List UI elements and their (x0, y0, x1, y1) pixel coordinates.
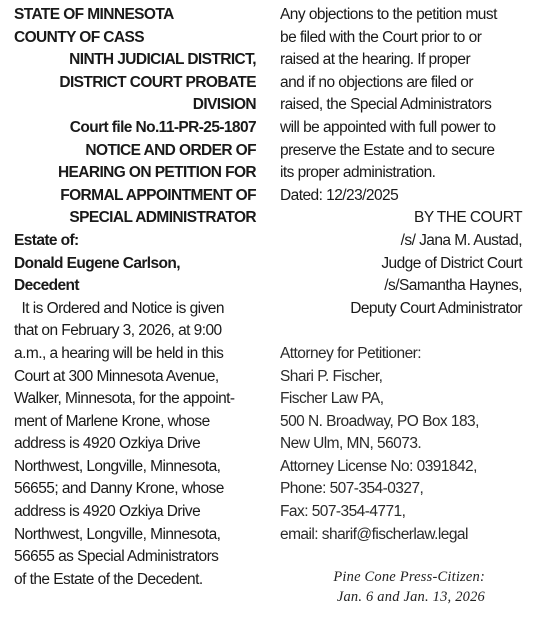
court-line: DIVISION (192, 96, 256, 114)
signature-line: /s/Samantha Haynes, (384, 277, 522, 295)
notice-title-line: SPECIAL ADMINISTRATOR (69, 209, 256, 227)
attorney-line: Attorney for Petitioner: (280, 344, 422, 362)
attorney-line: 500 N. Broadway, PO Box 183, (280, 412, 479, 430)
court-signature (280, 207, 522, 320)
decedent-label: Decedent (14, 277, 79, 295)
left-column (14, 4, 256, 591)
court-line: NINTH JUDICIAL DISTRICT, (69, 51, 256, 69)
body-line: 56655 as Special Administrators (14, 548, 219, 566)
attorney-line: New Ulm, MN, 56073. (280, 435, 422, 453)
body-line: of the Estate of the Decedent. (14, 570, 203, 588)
objections-paragraph (280, 4, 522, 185)
decedent-name: Donald Eugene Carlson, (14, 254, 180, 272)
body-line: Walker, Minnesota, for the appoint- (14, 390, 235, 408)
body-line: Court at 300 Minnesota Avenue, (14, 367, 219, 385)
body-line: It is Ordered and Notice is given (14, 299, 224, 317)
signature-line: Judge of District Court (381, 254, 522, 272)
body-line: its proper administration. (280, 164, 436, 182)
attorney-line: Fischer Law PA, (280, 390, 384, 408)
attorney-line: Fax: 507-354-4771, (280, 503, 406, 521)
spacer (280, 320, 522, 343)
estate-label: Estate of: (14, 231, 79, 249)
right-column (280, 4, 522, 546)
body-line: 56655; and Danny Krone, whose (14, 480, 224, 498)
signature-line: /s/ Jana M. Austad, (400, 231, 522, 249)
signature-line: BY THE COURT (414, 209, 522, 227)
body-line: be filed with the Court prior to or (280, 28, 482, 46)
body-line: a.m., a hearing will be held in this (14, 344, 224, 362)
body-line: preserve the Estate and to secure (280, 141, 495, 159)
notice-title-line: NOTICE AND ORDER OF (85, 141, 256, 159)
body-line: Any objections to the petition must (280, 6, 497, 23)
court-file-number: Court file No.11-PR-25-1807 (69, 118, 256, 136)
attorney-email: email: sharif@fischerlaw.legal (280, 525, 468, 543)
dated-line: Dated: 12/23/2025 (280, 186, 399, 204)
body-line: and if no objections are filed or (280, 73, 473, 91)
order-body (14, 298, 256, 592)
body-line: address is 4920 Ozkiya Drive (14, 503, 201, 521)
publication-name: Pine Cone Press-Citizen: (333, 569, 485, 585)
body-line: raised, the Special Administrators (280, 96, 492, 114)
attorney-line: Shari P. Fischer, (280, 367, 383, 385)
body-line: that on February 3, 2026, at 9:00 (14, 322, 222, 340)
publication-notice (280, 567, 485, 607)
body-line: ment of Marlene Krone, whose (14, 412, 210, 430)
attorney-line: Attorney License No: 0391842, (280, 457, 477, 475)
body-line: Northwest, Longville, Minnesota, (14, 457, 221, 475)
county-line: COUNTY OF CASS (14, 28, 144, 46)
court-line: DISTRICT COURT PROBATE (59, 73, 256, 91)
notice-title-line: FORMAL APPOINTMENT OF (60, 186, 256, 204)
body-line: address is 4920 Ozkiya Drive (14, 435, 201, 453)
state-line: STATE OF MINNESOTA (14, 6, 174, 23)
attorney-block (280, 343, 522, 546)
publication-dates: Jan. 6 and Jan. 13, 2026 (336, 589, 485, 605)
notice-title-line: HEARING ON PETITION FOR (57, 164, 256, 182)
body-line: Northwest, Longville, Minnesota, (14, 525, 221, 543)
body-line: raised at the hearing. If proper (280, 51, 471, 69)
attorney-line: Phone: 507-354-0327, (280, 480, 424, 498)
body-line: will be appointed with full power to (280, 118, 496, 136)
signature-line: Deputy Court Administrator (350, 299, 522, 317)
